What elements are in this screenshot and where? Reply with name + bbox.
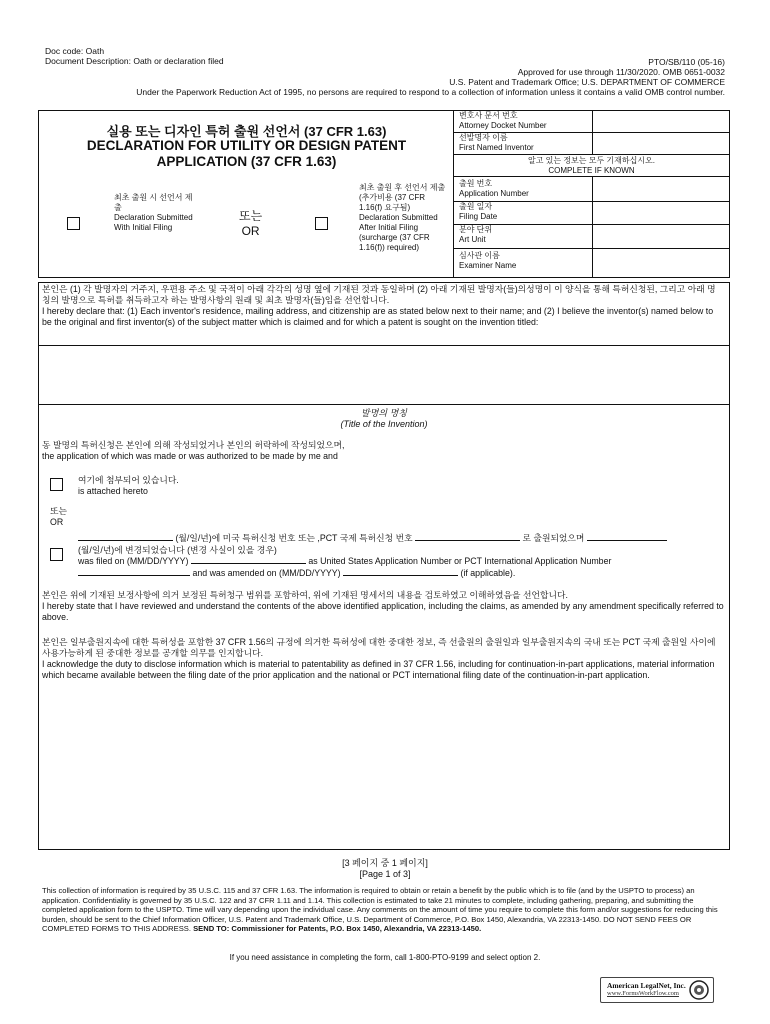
burden-statement <box>42 886 728 934</box>
application-number-label <box>459 179 529 199</box>
application-made-ko: 동 발명의 특허신청은 본인에 의해 작성되었거나 본인의 허락하에 작성되었으며, <box>42 440 345 450</box>
inventor-label-en: First Named Inventor <box>459 143 534 152</box>
art-unit-field[interactable] <box>592 225 730 248</box>
or-separator-ko: 또는 <box>50 506 67 516</box>
agency-text: U.S. Patent and Trademark Office; U.S. DEPARTMENT OF COMMERCE <box>449 77 725 87</box>
application-made-paragraph <box>42 440 724 462</box>
application-number-blank[interactable] <box>78 575 190 576</box>
reviewed-ko: 본인은 위에 기재된 보정사항에 의거 보정된 특허청구 범위를 포함하여, 위에 기재된 명세서의 내용을 검토하였고 이해하였음을 선언합니다. <box>42 590 568 600</box>
previously-filed-line3 <box>78 556 728 568</box>
form-id: PTO/SB/110 (05-16) <box>648 57 725 67</box>
document-header-right <box>136 57 725 97</box>
after-filing-checkbox[interactable] <box>315 217 328 230</box>
art-unit-label <box>459 225 492 245</box>
filed-en-text3: and was amended on (MM/DD/YYYY) <box>192 567 341 578</box>
filed-en-text4: (if applicable). <box>460 567 516 578</box>
duty-paragraph <box>42 637 724 681</box>
docket-label <box>459 111 547 131</box>
attached-hereto-ko: 여기에 첨부되어 있습니다. <box>78 475 179 485</box>
docket-row <box>454 111 729 133</box>
application-number-row <box>454 177 729 202</box>
art-unit-label-en: Art Unit <box>459 235 486 244</box>
after-filing-label-ko: 최초 출원 후 선언서 제출 (추가비용 (37 CFR 1.16(f) 요구됨) <box>359 183 446 212</box>
filed-appno-ko-blank[interactable] <box>415 540 520 541</box>
duty-ko: 본인은 일부출원지속에 대한 특허성을 포함한 37 CFR 1.56의 규정에 의거한 특허성에 대한 중대한 정보, 즉 선출원의 출원일과 일부출원지속의 국내 또는 PCT 국제 출원일 사이에 사용가능하게 된 중대한 정보를 공개할 의무를 인지합니다. <box>42 637 716 658</box>
or-label-en: OR <box>241 224 260 238</box>
pra-text: Under the Paperwork Reduction Act of 1995, no persons are required to respond to a collection of information unless it contains a valid OMB control number. <box>136 87 725 97</box>
doc-description: Document Description: Oath or declaration filed <box>45 56 224 66</box>
invention-title-caption-en: (Title of the Invention) <box>340 419 428 429</box>
american-legalnet-logo <box>600 977 714 1003</box>
inventor-row <box>454 133 729 155</box>
invention-title-caption-ko: 발명의 명칭 <box>361 408 407 418</box>
docket-label-ko: 변호사 문서 번호 <box>459 111 518 120</box>
complete-if-known-row <box>454 155 729 177</box>
amended-date-ko-blank[interactable] <box>587 540 667 541</box>
docket-number-field[interactable] <box>592 111 730 132</box>
attached-hereto-checkbox[interactable] <box>50 478 63 491</box>
title-english-line2: APPLICATION (37 CFR 1.63) <box>156 154 337 169</box>
page-indicator <box>0 858 770 880</box>
after-filing-label-en: Declaration Submitted After Initial Filing (surcharge (37 CFR 1.16(f)) required) <box>359 213 438 252</box>
after-filing-label <box>359 183 449 253</box>
application-made-en: the application of which was made or was authorized to be made by me and <box>42 451 338 461</box>
send-to-text: SEND TO: Commissioner for Patents, P.O. Box 1450, Alexandria, VA 22313-1450. <box>193 924 482 934</box>
title-box <box>38 110 730 278</box>
filing-date-label-ko: 출원 일자 <box>459 202 493 211</box>
previously-filed-line4 <box>78 568 728 580</box>
approval-text: Approved for use through 11/30/2020. OMB 0651-0032 <box>517 67 725 77</box>
inventor-label-ko: 선발명자 이름 <box>459 133 508 142</box>
or-label <box>239 209 262 239</box>
first-inventor-field[interactable] <box>592 133 730 154</box>
logo-seal-icon <box>689 980 709 1002</box>
previously-filed-line1 <box>78 533 728 545</box>
initial-filing-label-ko: 최초 출원 시 선언서 제출 <box>114 193 193 212</box>
initial-filing-label <box>114 193 199 233</box>
initial-filing-checkbox[interactable] <box>67 217 80 230</box>
previously-filed-paragraph <box>78 533 728 579</box>
filed-en-text1: was filed on (MM/DD/YYYY) <box>78 556 189 566</box>
filed-en-text2: as United States Application Number or PCT International Application Number <box>308 556 612 566</box>
filed-date-field[interactable] <box>191 563 306 564</box>
declaration-paragraph <box>42 284 724 328</box>
application-number-label-ko: 출원 번호 <box>459 179 493 188</box>
examiner-label-ko: 심사관 이름 <box>459 251 500 260</box>
attached-hereto-label <box>78 475 179 497</box>
or-label-ko: 또는 <box>239 209 263 223</box>
complete-if-known-ko: 알고 있는 정보는 모두 기재하십시오. <box>527 156 656 165</box>
application-number-field[interactable] <box>592 177 730 201</box>
reviewed-paragraph <box>42 590 724 623</box>
declaration-ko: 본인은 (1) 각 발명자의 거주지, 우편용 주소 및 국적이 아래 각각의 성명 옆에 기재된 것과 동일하며 (2) 아래 기재된 발명자(들)의성명이 이 양식을 통해 특허신청된, 그리고 아래 명칭의 발명으로 특허를 취득하고자 하는 발명사항의 원래 및 최초 발명자(들)임을 선언합니다. <box>42 284 716 305</box>
amended-date-field[interactable] <box>343 575 458 576</box>
examiner-row <box>454 249 729 277</box>
invention-title-caption <box>38 408 730 430</box>
examiner-name-field[interactable] <box>592 249 730 277</box>
title-section <box>39 111 454 277</box>
logo-name: American LegalNet, Inc. <box>607 981 686 990</box>
title-korean: 실용 또는 디자인 특허 출원 선언서 (37 CFR 1.63) <box>106 124 387 139</box>
art-unit-label-ko: 분야 단위 <box>459 225 493 234</box>
page-indicator-ko: [3 페이지 중 1 페이지] <box>342 858 428 868</box>
or-separator-en: OR <box>50 517 64 527</box>
duty-en: I acknowledge the duty to disclose information which is material to patentability as defined in 37 CFR 1.56, including for continuation-in-part applications, material information which became available between the filing date of the prior application and the national or PCT international filing date of the continuation-in-part application. <box>42 659 715 680</box>
declaration-en: I hereby declare that: (1) Each inventor's residence, mailing address, and citizenship are as stated below next to their name; and (2) I believe the inventor(s) named below to be the original and first inventor(s) of the subject matter which is claimed and for which a patent is sought on the invention titled: <box>42 306 714 327</box>
inventor-label <box>459 133 534 153</box>
examiner-label <box>459 251 516 271</box>
initial-filing-label-en: Declaration Submitted With Initial Filing <box>114 213 193 232</box>
examiner-label-en: Examiner Name <box>459 261 517 270</box>
art-unit-row <box>454 225 729 249</box>
filed-ko-text1: (월/일/년)에 미국 특허신청 번호 또는 ,PCT 국제 특허신청 번호 <box>175 533 413 543</box>
filed-ko-text2: 로 출원되었으며 <box>522 533 585 543</box>
attached-hereto-en: is attached hereto <box>78 486 148 496</box>
or-separator <box>50 506 67 528</box>
complete-if-known-en: COMPLETE IF KNOWN <box>548 166 635 175</box>
title-english <box>39 138 454 170</box>
title-english-line1: DECLARATION FOR UTILITY OR DESIGN PATENT <box>86 138 407 153</box>
filed-date-ko-blank[interactable] <box>78 540 173 541</box>
previously-filed-checkbox[interactable] <box>50 548 63 561</box>
filing-date-field[interactable] <box>592 202 730 224</box>
complete-if-known-label <box>454 155 729 176</box>
doc-code: Doc code: Oath <box>45 46 105 56</box>
filed-ko-text3: (월/일/년)에 변경되었습니다 (변경 사실이 있을 경우) <box>78 544 277 555</box>
filing-date-row <box>454 202 729 225</box>
logo-url: www.FormsWorkFlow.com <box>607 990 679 997</box>
application-number-label-en: Application Number <box>459 189 529 198</box>
assistance-text: If you need assistance in completing the form, call 1-800-PTO-9199 and select option 2. <box>229 953 541 962</box>
page-indicator-en: [Page 1 of 3] <box>359 869 411 879</box>
reviewed-en: I hereby state that I have reviewed and understand the contents of the above identified application, including the claims, as amended by any amendment specifically referred to above. <box>42 601 724 622</box>
filing-date-label-en: Filing Date <box>459 212 498 221</box>
burden-text: This collection of information is required by 35 U.S.C. 115 and 37 CFR 1.63. The information is required to obtain or retain a benefit by the public which is to file (and by the USPTO to process) an application. Confidentiality is governed by 35 U.S.C. 122 and 37 CFR 1.11 and 1.14. This collection is estimated to take 21 minutes to complete, including gathering, preparing, and submitting the completed application form to the USPTO. Time will vary depending upon the individual case. Any comments on the amount of time you require to complete this form and/or suggestions for reducing this burden, should be sent to the Chief Information Officer, U.S. Patent and Trademark Office, U.S. Department of Commerce, P.O. Box 1450, Alexandria, VA 22313-1450. DO NOT SEND FEES OR COMPLETED FORMS TO THIS ADDRESS. <box>42 886 718 934</box>
filing-date-label <box>459 202 497 222</box>
docket-label-en: Attorney Docket Number <box>459 121 547 130</box>
invention-title-field[interactable] <box>38 345 730 405</box>
